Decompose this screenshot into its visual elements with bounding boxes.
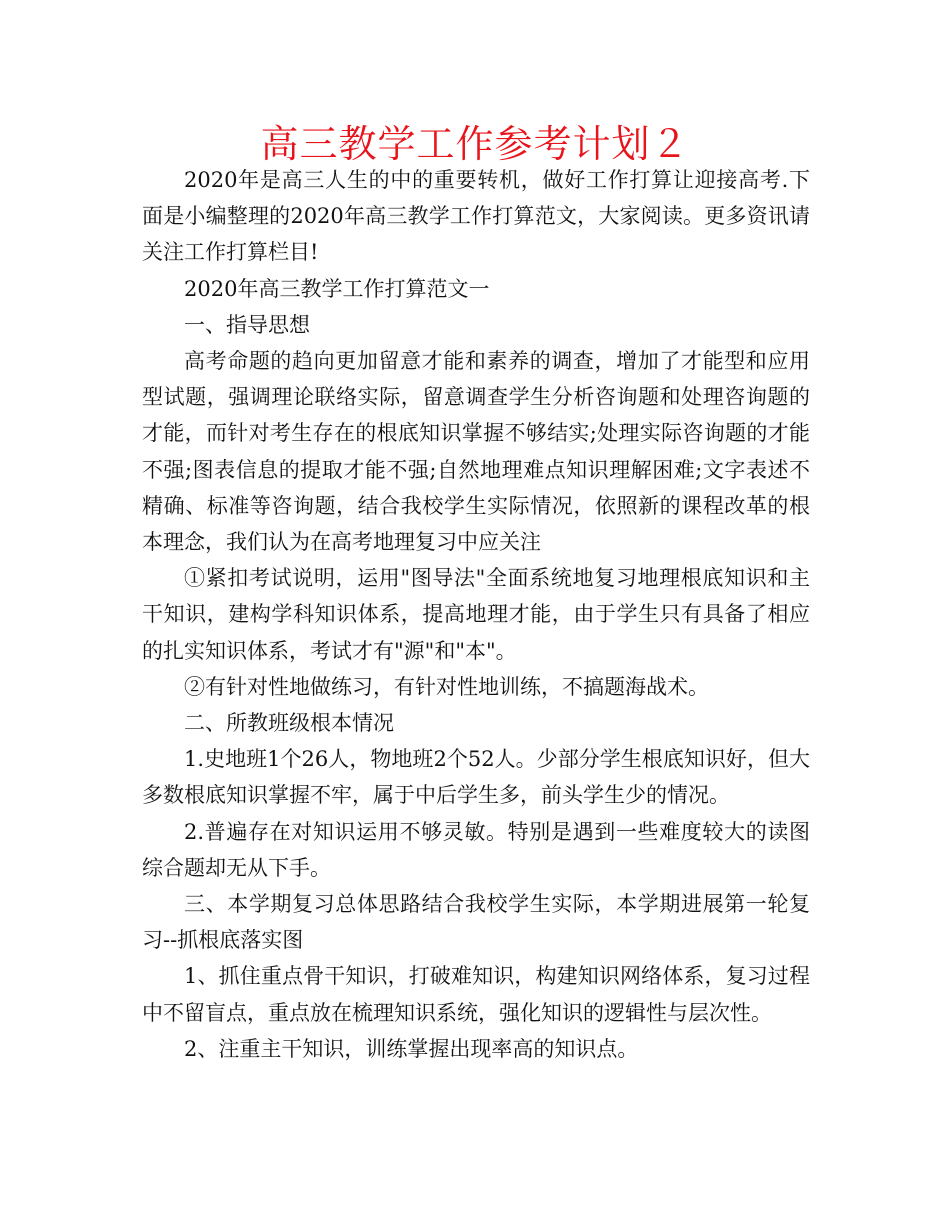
paragraph-intro: 2020年是高三人生的中的重要转机，做好工作打算让迎接高考.下面是小编整理的2020年高三教学工作打算范文，大家阅读。更多资讯请关注工作打算栏目! xyxy=(142,168,810,265)
section-heading-guiding-thought: 一、指导思想 xyxy=(184,312,310,337)
paragraph-class-1: 1.史地班1个26人，物地班2个52人。少部分学生根底知识好，但大多数根底知识掌握不牢，属于中后学生多，前头学生少的情况。 xyxy=(142,747,810,808)
paragraph-class-2: 2.普遍存在对知识运用不够灵敏。特别是遇到一些难度较大的读图综合题却无从下手。 xyxy=(142,819,810,880)
document-body xyxy=(142,162,810,1067)
document-title: 高三教学工作参考计划２ xyxy=(260,122,690,166)
paragraph-review-2: 2、注重主干知识，训练掌握出现率高的知识点。 xyxy=(184,1036,639,1061)
paragraph-review-1: 1、抓住重点骨干知识，打破难知识，构建知识网络体系，复习过程中不留盲点，重点放在梳理知识系统，强化知识的逻辑性与层次性。 xyxy=(142,964,810,1025)
section-heading-review-plan: 三、本学期复习总体思路结合我校学生实际，本学期进展第一轮复习--抓根底落实图 xyxy=(142,892,810,953)
paragraph-point-1: ①紧扣考试说明，运用"图导法"全面系统地复习地理根底知识和主干知识，建构学科知识体系，提高地理才能，由于学生只有具备了相应的扎实知识体系，考试才有"源"和"本"。 xyxy=(142,566,810,663)
paragraph-exam-trend: 高考命题的趋向更加留意才能和素养的调查，增加了才能型和应用型试题，强调理论联络实际，留意调查学生分析咨询题和处理咨询题的才能，而针对考生存在的根底知识掌握不够结实;处理实际咨询题的才能不强;图表信息的提取才能不强;自然地理难点知识理解困难;文字表述不精确、标准等咨询题，结合我校学生实际情况，依照新的课程改革的根本理念，我们认为在高考地理复习中应关注 xyxy=(142,349,810,555)
paragraph-sample-heading: 2020年高三教学工作打算范文一 xyxy=(184,276,490,301)
section-heading-class-situation: 二、所教班级根本情况 xyxy=(184,711,394,736)
paragraph-point-2: ②有针对性地做练习，有针对性地训练，不搞题海战术。 xyxy=(184,674,709,699)
